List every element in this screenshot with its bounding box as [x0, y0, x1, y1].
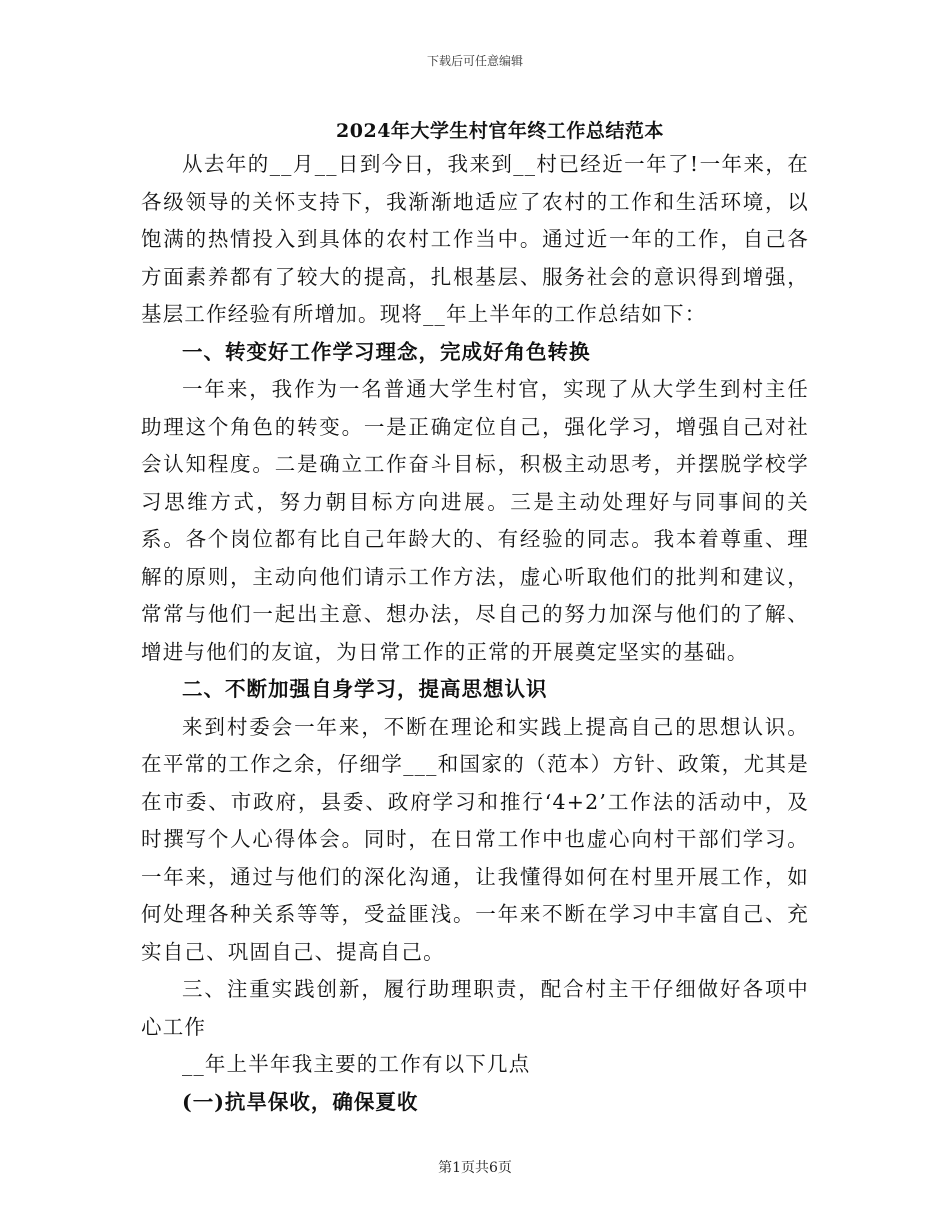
section-1-paragraph: 一年来，我作为一名普通大学生村官，实现了从大学生到村主任助理这个角色的转变。一是正确定位自己，强化学习，增强自己对社会认知程度。二是确立工作奋斗目标，积极主动思考，并摆脱学校学习思维方式，努力朝目标方向进展。三是主动处理好与同事间的关系。各个岗位都有比自己年龄大的、有经验的同志。我本着尊重、理解的原则，主动向他们请示工作方法，虚心听取他们的批判和建议，常常与他们一起出主意、想办法，尽自己的努力加深与他们的了解、增进与他们的友谊，为日常工作的正常的开展奠定坚实的基础。: [141, 377, 809, 664]
subsection-heading-1: (一)抗旱保收，确保夏收: [182, 1089, 419, 1114]
section-heading-1: 一、转变好工作学习理念，完成好角色转换: [182, 339, 591, 364]
section-2-paragraph: 来到村委会一年来，不断在理论和实践上提高自己的思想认识。在平常的工作之余，仔细学___和国家的（范本）方针、政策，尤其是在市委、市政府，县委、政府学习和推行‘4+2’工作法的活动中，及时撰写个人心得体会。同时，在日常工作中也虚心向村干部们学习。一年来，通过与他们的深化沟通，让我懂得如何在村里开展工作，如何处理各种关系等等，受益匪浅。一年来不断在学习中丰富自己、充实自己、巩固自己、提高自己。: [141, 714, 809, 964]
header-note: 下载后可任意编辑: [426, 54, 523, 68]
document-body: [141, 146, 809, 1121]
section-heading-3: 三、注重实践创新，履行助理职责，配合村主干仔细做好各项中心工作: [141, 977, 809, 1039]
document-title: 2024年大学生村官年终工作总结范本: [336, 120, 664, 142]
page-number: 第1页共6页: [438, 1160, 512, 1176]
section-heading-2: 二、不断加强自身学习，提高思想认识: [182, 677, 548, 701]
intro-paragraph: 从去年的__月__日到今日，我来到__村已经近一年了!一年来，在各级领导的关怀支持下，我渐渐地适应了农村的工作和生活环境，以饱满的热情投入到具体的农村工作当中。通过近一年的工作，自己各方面素养都有了较大的提高，扎根基层、服务社会的意识得到增强，基层工作经验有所增加。现将__年上半年的工作总结如下：: [141, 152, 809, 326]
section-3-paragraph: __年上半年我主要的工作有以下几点: [182, 1052, 531, 1076]
